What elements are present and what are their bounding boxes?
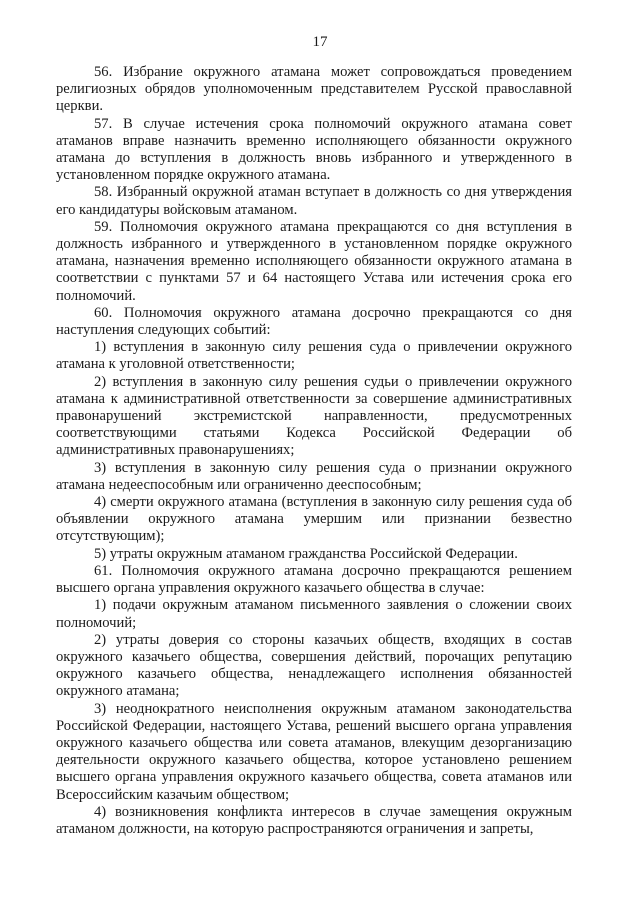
paragraph-60-item-3: 3) вступления в законную силу решения суда о признании окружного атамана недееспособным или ограниченно дееспособным; [56,459,572,493]
paragraph-60-item-5: 5) утраты окружным атаманом гражданства Российской Федерации. [94,545,518,562]
paragraph-61-item-4: 4) возникновения конфликта интересов в случае замещения окружным атаманом должности, на которую распространяются ограничения и запреты, [56,803,572,837]
paragraph-57: 57. В случае истечения срока полномочий окружного атамана совет атаманов вправе назначить временно исполняющего обязанности окружного атамана до вступления в должность вновь избранного и утвержденного в установленном порядке окружного атамана. [56,115,572,184]
paragraph-61-item-3: 3) неоднократного неисполнения окружным атаманом законодательства Российской Федерации, настоящего Устава, решений высшего органа управления окружного казачьего общества или совета атаманов, влекущим дезорганизацию деятельности окружного казачьего общества, которое установлено решением высшего органа управления окружного казачьего общества, совета атаманов или Всероссийским казачьим обществом; [56,700,572,803]
paragraph-56: 56. Избрание окружного атамана может сопровождаться проведением религиозных обрядов уполномоченным представителем Русской православной церкви. [56,64,572,115]
paragraph-60-item-4: 4) смерти окружного атамана (вступления в законную силу решения суда об объявлении окружного атамана умершим или признании безвестно отсутствующим); [56,494,572,545]
paragraph-59: 59. Полномочия окружного атамана прекращаются со дня вступления в должность избранного и утвержденного в установленном порядке окружного атамана, назначения временно исполняющего обязанности окружного атамана в соответствии с пунктами 57 и 64 настоящего Устава или истечения срока его полномочий. [56,218,572,304]
paragraph-60: 60. Полномочия окружного атамана досрочно прекращаются со дня наступления следующих событий: [56,304,572,339]
page-number: 17 [312,34,328,50]
paragraph-61-item-1: 1) подачи окружным атаманом письменного заявления о сложении своих полномочий; [56,597,572,631]
document-body [56,64,572,838]
paragraph-60-item-2: 2) вступления в законную силу решения судьи о привлечении окружного атамана к административной ответственности за совершение административных правонарушений экстремистской направленности, предусмотренных соответствующими статьями Кодекса Российской Федерации об административных правонарушениях; [56,373,572,459]
paragraph-58: 58. Избранный окружной атаман вступает в должность со дня утверждения его кандидатуры войсковым атаманом. [56,184,572,218]
paragraph-61-item-2: 2) утраты доверия со стороны казачьих обществ, входящих в состав окружного казачьего общества, совершения действий, порочащих репутацию окружного казачьего общества, ненадлежащего исполнения обязанностей окружного атамана; [56,631,572,700]
paragraph-60-item-1: 1) вступления в законную силу решения суда о привлечении окружного атамана к уголовной ответственности; [56,339,572,373]
paragraph-61: 61. Полномочия окружного атамана досрочно прекращаются решением высшего органа управления окружного казачьего общества в случае: [56,562,572,597]
